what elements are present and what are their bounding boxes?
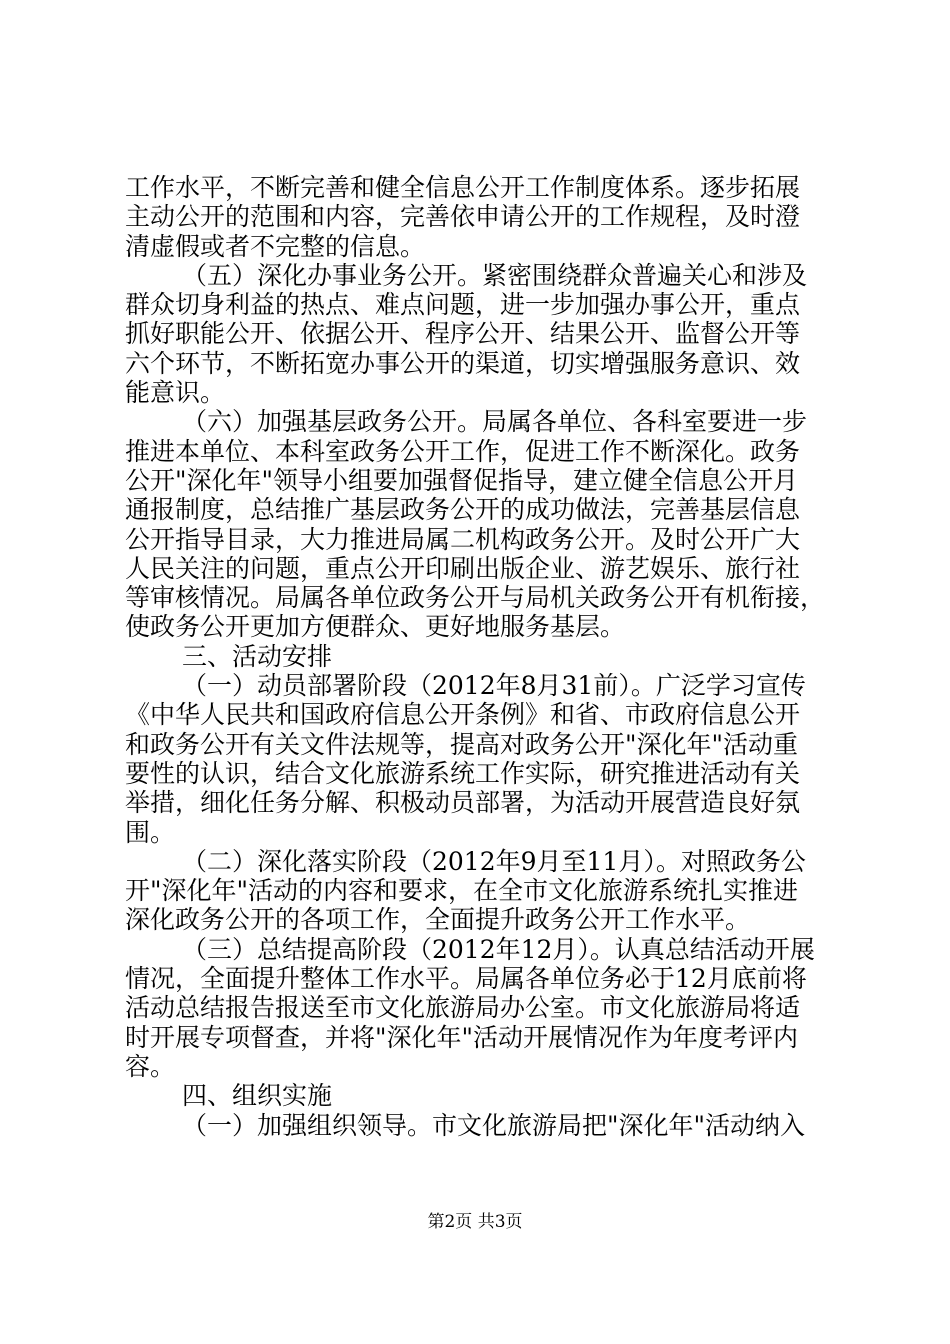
- text-line: 三、活动安排: [182, 641, 333, 671]
- text-line: 和政务公开有关文件法规等，提高对政务公开"深化年"活动重: [125, 729, 799, 759]
- text-line: 清虚假或者不完整的信息。: [125, 231, 426, 261]
- text-line: 使政务公开更加方便群众、更好地服务基层。: [125, 612, 626, 642]
- text-line: 深化政务公开的各项工作，全面提升政务公开工作水平。: [125, 905, 751, 935]
- text-line: 情况，全面提升整体工作水平。局属各单位务必于12月底前将: [125, 964, 807, 994]
- text-line: 群众切身利益的热点、难点问题，进一步加强办事公开，重点: [125, 290, 801, 320]
- text-line: 四、组织实施: [182, 1081, 333, 1111]
- text-line: 活动总结报告报送至市文化旅游局办公室。市文化旅游局将适: [125, 993, 801, 1023]
- text-line: 主动公开的范围和内容，完善依申请公开的工作规程，及时澄: [125, 202, 801, 232]
- text-line: 开"深化年"活动的内容和要求，在全市文化旅游系统扎实推进: [125, 876, 799, 906]
- text-line: （一）加强组织领导。市文化旅游局把"深化年"活动纳入: [182, 1110, 806, 1140]
- document-body: [125, 173, 843, 1140]
- text-line: 能意识。: [125, 378, 226, 408]
- text-line: （三）总结提高阶段（2012年12月）。认真总结活动开展: [182, 934, 815, 964]
- page-footer: 第2页 共3页: [427, 1212, 523, 1232]
- text-line: 推进本单位、本科室政务公开工作，促进工作不断深化。政务: [125, 436, 801, 466]
- text-line: 公开指导目录，大力推进局属二机构政务公开。及时公开广大: [125, 524, 801, 554]
- text-line: 公开"深化年"领导小组要加强督促指导，建立健全信息公开月: [125, 465, 799, 495]
- text-line: 举措，细化任务分解、积极动员部署，为活动开展营造良好氛: [125, 788, 801, 818]
- text-line: 围。: [125, 817, 176, 847]
- text-line: 人民关注的问题，重点公开印刷出版企业、游艺娱乐、旅行社: [125, 553, 801, 583]
- text-line: 容。: [125, 1051, 176, 1081]
- text-line: 工作水平，不断完善和健全信息公开工作制度体系。逐步拓展: [125, 173, 801, 202]
- text-line: 《中华人民共和国政府信息公开条例》和省、市政府信息公开: [125, 700, 801, 730]
- text-line: 要性的认识，结合文化旅游系统工作实际，研究推进活动有关: [125, 758, 801, 788]
- text-line: 抓好职能公开、依据公开、程序公开、结果公开、监督公开等: [125, 319, 801, 349]
- text-line: （六）加强基层政务公开。局属各单位、各科室要进一步: [182, 407, 808, 437]
- text-line: （一）动员部署阶段（2012年8月31前）。广泛学习宣传: [182, 671, 806, 701]
- text-line: （五）深化办事业务公开。紧密围绕群众普遍关心和涉及: [182, 260, 808, 290]
- text-line: 等审核情况。局属各单位政务公开与局机关政务公开有机衔接，: [125, 583, 826, 613]
- text-line: （二）深化落实阶段（2012年9月至11月）。对照政务公: [182, 846, 806, 876]
- text-line: 通报制度，总结推广基层政务公开的成功做法，完善基层信息: [125, 495, 801, 525]
- text-line: 六个环节，不断拓宽办事公开的渠道，切实增强服务意识、效: [125, 348, 801, 378]
- text-line: 时开展专项督查，并将"深化年"活动开展情况作为年度考评内: [125, 1022, 799, 1052]
